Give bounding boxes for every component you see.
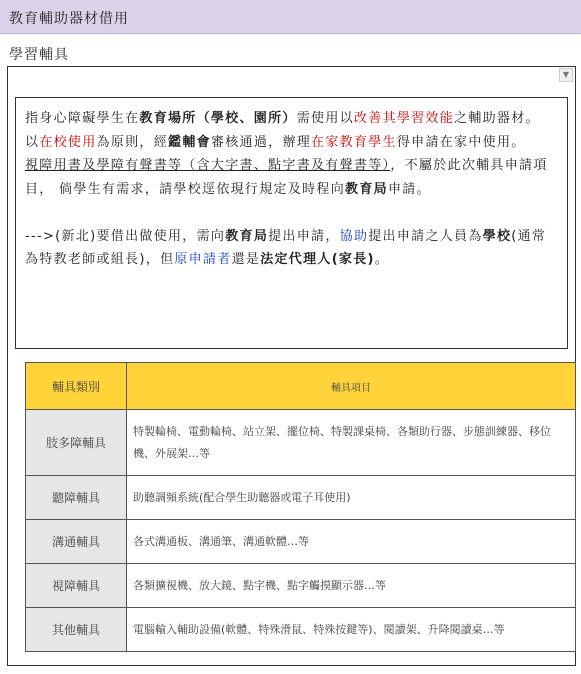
table-row [26, 520, 576, 564]
notice-paragraph-4: --->(新北)要借出做使用，需向教育局提出申請，協助提出申請之人員為學校(通常為特教老師或組長)，但原申請者還是法定代理人(家長)。 [25, 228, 547, 267]
page-title: 教育輔助器材借用 [9, 11, 129, 27]
category-cell: 溝通輔具 [26, 520, 127, 564]
aids-table [25, 362, 576, 652]
table-header-row [26, 363, 576, 410]
column-header-items: 輔具項目 [127, 363, 576, 410]
table-row [26, 608, 576, 652]
category-cell: 肢多障輔具 [26, 410, 127, 476]
notice-paragraph-1: 指身心障礙學生在教育場所（學校、園所）需使用以改善其學習效能之輔助器材。 [25, 111, 540, 126]
category-cell: 視障輔具 [26, 564, 127, 608]
notice-paragraph-2: 以在校使用為原則，經鑑輔會審核通過，辦理在家教育學生得申請在家中使用。 [25, 134, 526, 150]
notice-box [15, 97, 568, 349]
table-row [26, 410, 576, 476]
items-cell: 電腦輸入輔助設備(軟體、特殊滑鼠、特殊按鍵等)、閱讀架、升降閱讀桌…等 [127, 608, 576, 652]
column-header-category: 輔具類別 [26, 363, 127, 410]
page-header [0, 0, 581, 34]
items-cell: 特製輪椅、電動輪椅、站立架、擺位椅、特製課桌椅、各類助行器、步態訓練器、移位機、外展架…等 [127, 410, 576, 476]
items-cell: 助聽調頻系統(配合學生助聽器或電子耳使用) [127, 476, 576, 520]
table-row [26, 564, 576, 608]
chevron-down-icon[interactable]: ▼ [559, 68, 573, 82]
section-title: 學習輔具 [9, 47, 69, 63]
category-cell: 聽障輔具 [26, 476, 127, 520]
category-cell: 其他輔具 [26, 608, 127, 652]
notice-paragraph-3: 視障用書及學障有聲書等（含大字書、點字書及有聲書等），不屬於此次輔具申請項目， 倘學生有需求，請學校逕依現行規定及時程向教育局申請。 [25, 158, 548, 197]
items-cell: 各式溝通板、溝通筆、溝通軟體…等 [127, 520, 576, 564]
items-cell: 各類擴視機、放大鏡、點字機、點字觸摸顯示器…等 [127, 564, 576, 608]
table-row [26, 476, 576, 520]
